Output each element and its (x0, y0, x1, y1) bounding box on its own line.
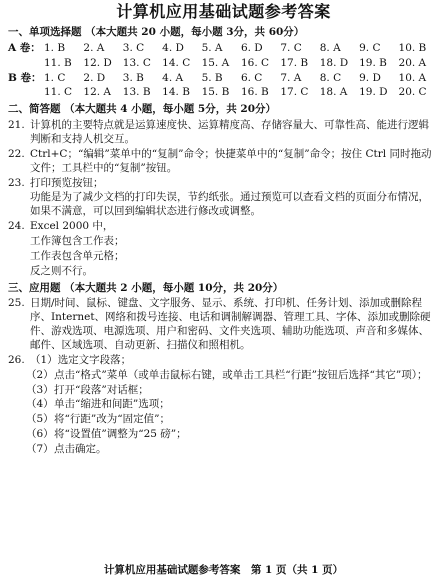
question-24-line: 工作表包含单元格； (30, 249, 125, 262)
question-25 (8, 297, 439, 352)
page-footer: 计算机应用基础试题参考答案 第 1 页（共 1 页） (103, 564, 344, 577)
answer-cell: 2. A (83, 41, 105, 54)
question-22 (8, 148, 439, 176)
step-number: （3） (26, 383, 54, 396)
answer-cell: 1. B (44, 41, 66, 54)
question-21 (8, 119, 439, 147)
answer-cell: 12. A (83, 86, 112, 99)
question-23-detail: 功能是为了减少文档的打印失误，节约纸张。通过预览可以查看文档的页面分布情况，如果不满意，可以回到编辑状态进行修改或调整。 (30, 191, 429, 218)
answer-cell: 17. B (280, 56, 309, 69)
answer-cell: 17. C (280, 86, 309, 99)
answer-cell: 1. C (44, 71, 66, 84)
answer-cell: 18. D (319, 56, 349, 69)
answer-cell: 3. B (122, 71, 144, 84)
answer-cell: 6. D (240, 41, 263, 54)
answer-cell: 10. A (398, 71, 427, 84)
answer-cell: 19. B (359, 56, 387, 69)
answer-cell: 6. C (240, 71, 263, 84)
question-26-step (8, 398, 439, 412)
answer-cell: 5. B (201, 71, 223, 84)
question-number: 25. (8, 297, 25, 310)
answer-cell: 15. A (201, 56, 230, 69)
step-text: 将“行距”改为“固定值”； (54, 413, 170, 426)
step-number: （5） (26, 413, 54, 426)
answer-cell: 11. C (44, 86, 73, 99)
answer-cell: 20. C (398, 86, 427, 99)
answer-cell: 8. A (319, 41, 341, 54)
step-text: 点击确定。 (54, 443, 107, 456)
question-answer: Ctrl+C；“编辑”菜单中的“复制”命令；快捷菜单中的“复制”命令；按住 Ctrl 同时拖动文件；工具栏中的“复制”按钮。 (30, 147, 432, 174)
step-text: 单击“缩进和间距”选项； (54, 398, 170, 411)
answer-row (8, 86, 439, 100)
answer-cell: 10. B (398, 41, 427, 54)
step-number: （2） (26, 368, 54, 381)
answer-cell: 7. C (280, 41, 302, 54)
answer-cell: 14. B (162, 86, 190, 99)
answer-row-label: A 卷： (8, 41, 41, 54)
question-number: 24. (8, 220, 25, 233)
question-number: 22. (8, 147, 25, 160)
step-text: 选定文字段落； (57, 353, 132, 366)
step-number: （1） (30, 353, 58, 366)
question-24-line: 工作簿包含工作表； (30, 235, 125, 248)
question-24 (8, 220, 439, 234)
question-answer: 日期/时间、鼠标、键盘、文字服务、显示、系统、打印机、任务计划、添加或删除程序、Internet、网络和拨号连接、电话和调制解调器、管理工具、字体、添加或删除硬件、游戏选项、电源选项、用户和密码、文件夹选项、辅助功能选项、声音和多媒体、邮件、区域选项、自动更新、扫描仪和照相机。 (30, 297, 431, 352)
answer-cell: 11. B (44, 56, 72, 69)
step-text: 将“设置值”调整为“25 磅”； (54, 428, 187, 441)
answer-row (8, 42, 439, 56)
question-26-step (8, 428, 439, 442)
answer-row (8, 72, 439, 86)
page-title: 计算机应用基础试题参考答案 (116, 2, 331, 21)
answer-cell: 13. C (122, 56, 151, 69)
answer-cell: 9. C (359, 41, 381, 54)
answer-cell: 20. A (398, 56, 427, 69)
question-number: 23. (8, 176, 25, 189)
answer-cell: 13. B (122, 86, 151, 99)
answer-cell: 19. D (359, 86, 388, 99)
step-number: （4） (26, 398, 54, 411)
answer-cell: 7. A (280, 71, 302, 84)
answer-row-label (8, 57, 44, 71)
step-number: （6） (26, 428, 54, 441)
answer-cell: 5. A (201, 41, 223, 54)
step-text: 点击“格式”菜单（或单击鼠标右键，或单击工具栏“行距”按钮后选择“其它”项）； (54, 368, 428, 381)
step-number: （7） (26, 443, 54, 456)
question-number: 26. (8, 353, 25, 366)
answer-cell: 12. D (83, 56, 112, 69)
question-26-step (8, 443, 439, 457)
answer-cell: 3. C (122, 41, 145, 54)
question-23 (8, 177, 439, 191)
answer-table (8, 42, 439, 100)
answer-cell: 9. D (359, 71, 381, 84)
question-answer: 打印预览按钮； (30, 176, 104, 189)
section3-heading: 三、应用题 （本大题共 2 小题，每小题 10分，共 20分） (8, 281, 284, 294)
question-24-line: 反之则不行。 (30, 264, 93, 277)
answer-cell: 18. A (319, 86, 348, 99)
question-26-step (8, 384, 439, 398)
answer-cell: 4. D (162, 41, 184, 54)
answer-row-label: B 卷： (8, 71, 42, 84)
answer-row-label (8, 86, 44, 100)
question-26-step (8, 369, 439, 383)
answer-cell: 15. B (201, 86, 230, 99)
answer-cell: 4. A (162, 71, 184, 84)
answer-cell: 8. C (319, 71, 342, 84)
question-number: 21. (8, 119, 25, 132)
answer-cell: 16. B (240, 86, 269, 99)
question-step-first (30, 354, 439, 368)
answer-cell: 14. C (162, 56, 191, 69)
answer-cell: 2. D (83, 71, 106, 84)
answer-row (8, 57, 439, 71)
question-26 (8, 354, 439, 368)
answer-cell: 16. C (240, 56, 270, 69)
question-answer: 计算机的主要特点就是运算速度快、运算精度高、存储容量大、可靠性高、能进行逻辑判断和支持人机交互。 (30, 119, 429, 146)
section2-heading: 二、简答题 （本大题共 4 小题，每小题 5分，共 20分） (8, 103, 277, 116)
step-text: 打开“段落”对话框； (54, 383, 149, 396)
question-answer: Excel 2000 中， (30, 220, 114, 233)
section1-heading: 一、单项选择题 （本大题共 20 小题，每小题 3分，共 60分） (8, 26, 305, 38)
question-26-step (8, 413, 439, 427)
